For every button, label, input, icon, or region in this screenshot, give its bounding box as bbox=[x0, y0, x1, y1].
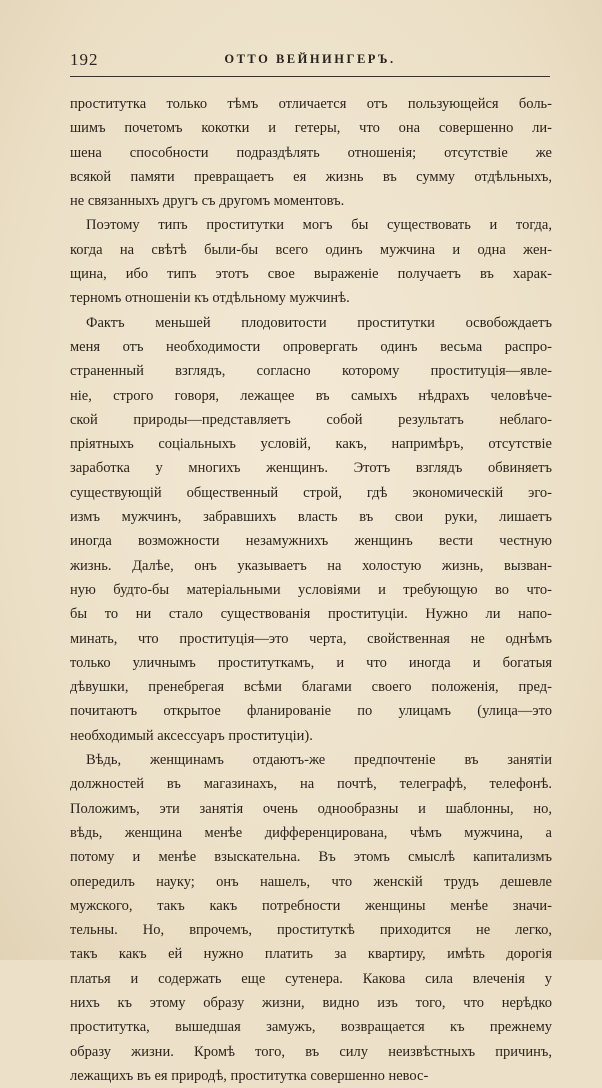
text-line: такъ какъ ей нужно платить за квартиру, имѣть дорогія bbox=[70, 946, 552, 963]
text-line: измъ мужчинъ, забравшихъ власть въ свои руки, лишаетъ bbox=[70, 509, 552, 526]
text-line: всякой памяти превращаетъ ея жизнь въ сумму отдѣльныхъ, bbox=[70, 168, 552, 185]
text-line: проститутка, вышедшая замужъ, возвращается къ прежнему bbox=[70, 1019, 552, 1036]
text-line: тельны. Но, впрочемъ, проституткѣ приходится не легко, bbox=[70, 922, 552, 939]
text-line: страненный взглядъ, согласно которому проституція—явле- bbox=[70, 363, 552, 380]
text-line: иногда возможности незамужнихъ женщинъ вести честную bbox=[70, 533, 552, 550]
text-line: вѣдь, женщина менѣе дифференцирована, чѣмъ мужчина, а bbox=[70, 824, 552, 841]
paragraph bbox=[70, 748, 552, 1088]
text-line: шимъ почетомъ кокотки и гетеры, что она совершенно ли- bbox=[70, 120, 552, 137]
running-title: ОТТО ВЕЙНИНГЕРЪ. bbox=[224, 52, 396, 66]
text-line: необходимый аксессуаръ проституціи). bbox=[70, 727, 313, 744]
text-line: щина, ибо типъ этотъ свое выраженіе получаетъ въ харак- bbox=[70, 266, 552, 283]
text-line: меня отъ необходимости опровергать одинъ весьма распро- bbox=[70, 338, 552, 355]
text-line: должностей въ магазинахъ, на почтѣ, телеграфѣ, телефонѣ. bbox=[70, 776, 552, 793]
text-line: когда на свѣтѣ были-бы всего одинъ мужчина и одна жен- bbox=[70, 241, 552, 258]
text-line: заработка у многихъ женщинъ. Этотъ взглядъ обвиняетъ bbox=[70, 460, 552, 477]
text-line: бы то ни стало существованія проституціи. Нужно ли напо- bbox=[70, 606, 552, 623]
text-line: Фактъ меньшей плодовитости проститутки освобождаетъ bbox=[86, 314, 552, 331]
text-line: потому и менѣе взыскательна. Въ этомъ смыслѣ капитализмъ bbox=[70, 849, 552, 866]
text-line: дѣвушки, пренебрегая всѣми благами своего положенія, пред- bbox=[70, 679, 552, 696]
text-line: платья и содержать еще сутенера. Какова сила влеченія у bbox=[70, 970, 552, 987]
page-number: 192 bbox=[70, 50, 99, 69]
text-line: мужского, такъ какъ потребности женщины менѣе значи- bbox=[70, 897, 552, 914]
text-line: Поэтому типъ проститутки могъ бы существовать и тогда, bbox=[86, 217, 552, 234]
text-line: Вѣдь, женщинамъ отдаютъ-же предпочтеніе въ занятіи bbox=[86, 752, 552, 769]
text-line: почитаютъ открытое фланированіе по улицамъ (улица—это bbox=[70, 703, 552, 720]
text-line: опередилъ науку; онъ нашелъ, что женскій трудъ дешевле bbox=[70, 873, 552, 890]
text-line: ную будто-бы матеріальными условіями и требующую во что- bbox=[70, 581, 552, 598]
text-line: не связанныхъ другъ съ другомъ моментовъ. bbox=[70, 193, 345, 210]
text-line: шена способности подраздѣлять отношенія; отсутствіе же bbox=[70, 144, 552, 161]
text-line: жизнь. Далѣе, онъ указываетъ на холостую жизнь, вызван- bbox=[70, 557, 552, 574]
paragraph bbox=[70, 311, 552, 748]
text-line: существующій общественный строй, гдѣ экономическій эго- bbox=[70, 484, 552, 501]
text-line: пріятныхъ соціальныхъ условій, какъ, напримѣръ, отсутствіе bbox=[70, 436, 552, 453]
text-line: Положимъ, эти занятія очень однообразны и шаблонны, но, bbox=[70, 800, 552, 817]
text-line: только уличнымъ проституткамъ, и что иногда и богатыя bbox=[70, 654, 552, 671]
text-line: лежащихъ въ ея природѣ, проститутка совершенно невос- bbox=[70, 1067, 429, 1084]
page-header bbox=[70, 50, 550, 77]
text-line: проститутка только тѣмъ отличается отъ пользующейся боль- bbox=[70, 96, 552, 112]
text-line: нихъ къ этому образу жизни, видно изъ того, что нерѣдко bbox=[70, 994, 552, 1011]
text-line: ской природы—представляетъ собой результатъ неблаго- bbox=[70, 411, 552, 428]
text-line: минать, что проституція—это черта, свойственная не однѣмъ bbox=[70, 630, 552, 647]
paragraph bbox=[70, 213, 552, 310]
text-line: образу жизни. Кромѣ того, въ силу неизвѣстныхъ причинъ, bbox=[70, 1043, 552, 1060]
text-line: ніе, строго говоря, лежащее въ самыхъ нѣдрахъ человѣче- bbox=[70, 387, 552, 404]
text-line: терномъ отношеніи къ отдѣльному мужчинѣ. bbox=[70, 290, 350, 307]
paragraph bbox=[70, 92, 552, 213]
body-text bbox=[70, 92, 552, 1088]
